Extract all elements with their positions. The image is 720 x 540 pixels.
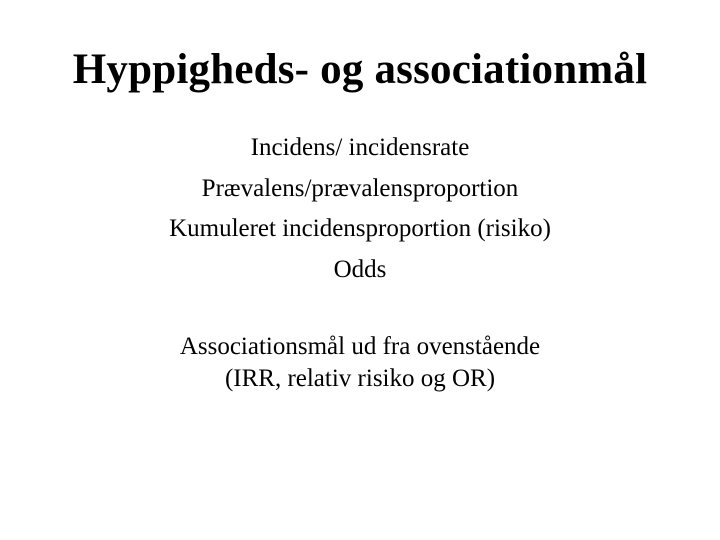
slide-title: Hyppigheds- og associationmål: [72, 46, 648, 93]
association-measures: [0, 331, 720, 395]
measures-list: [0, 128, 720, 290]
association-line-1: Associationsmål ud fra ovenstående: [179, 333, 541, 360]
measure-item-incidence: Incidens/ incidensrate: [250, 134, 470, 161]
measure-item-prevalence: Prævalens/prævalensproportion: [201, 174, 519, 202]
measure-item-cumulative-incidence: Kumuleret incidensproportion (risiko): [169, 215, 551, 242]
measure-item-odds: Odds: [333, 255, 387, 283]
association-line-2: (IRR, relativ risiko og OR): [224, 365, 496, 392]
